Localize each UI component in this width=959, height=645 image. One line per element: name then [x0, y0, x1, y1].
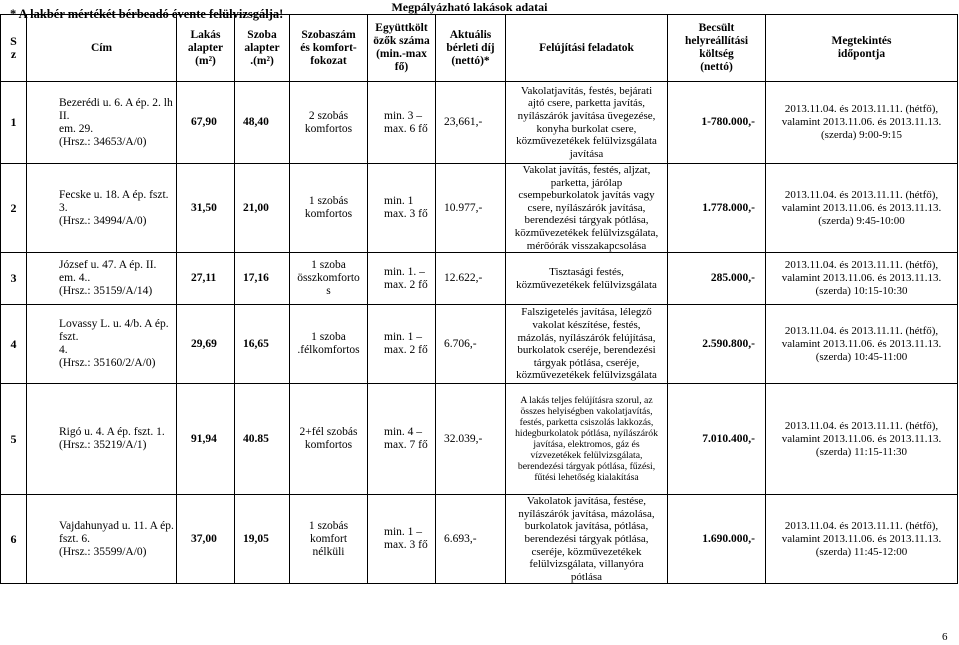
- header-room-area: Szoba alapter .(m²): [235, 15, 290, 82]
- rent-cell: 6.693,-: [436, 495, 506, 584]
- rooms-cell: 1 szobás komfortos: [290, 164, 368, 253]
- table-row: [1, 305, 958, 384]
- address-cell: József u. 47. A ép. II. em. 4.. (Hrsz.: 35159/A/14): [27, 253, 177, 305]
- rooms-cell: 2+fél szobás komfortos: [290, 384, 368, 495]
- rooms-cell: 1 szobás komfort nélküli: [290, 495, 368, 584]
- room-area-cell: 16,65: [235, 305, 290, 384]
- renovation-tasks-cell: Tisztasági festés, közművezetékek felülvizsgálata: [506, 253, 668, 305]
- viewing-time-cell: 2013.11.04. és 2013.11.11. (hétfő), valamint 2013.11.06. és 2013.11.13. (szerda) 11:15-11:30: [766, 384, 958, 495]
- occupants-cell: min. 1 max. 3 fő: [368, 164, 436, 253]
- viewing-time-cell: 2013.11.04. és 2013.11.11. (hétfő), valamint 2013.11.06. és 2013.11.13. (szerda) 11:45-12:00: [766, 495, 958, 584]
- header-sz: S z: [1, 15, 27, 82]
- header-flat-area: Lakás alapter (m²): [177, 15, 235, 82]
- cost-cell: 1-780.000,-: [668, 82, 766, 164]
- header-address: Cím: [27, 15, 177, 82]
- rooms-cell: 2 szobás komfortos: [290, 82, 368, 164]
- note: * A lakbér mértékét bérbeadó évente felülvizsgálja!: [10, 7, 284, 21]
- renovation-tasks-cell: Vakolat javítás, festés, aljzat, parketta, járólap csempeburkolatok javítás vagy csere, nyílászárók javítása, berendezési tárgyak pótlása, közművezetékek felülvizsgálata, mérőórák visszakapcsolása: [506, 164, 668, 253]
- rent-cell: 12.622,-: [436, 253, 506, 305]
- occupants-cell: min. 4 – max. 7 fő: [368, 384, 436, 495]
- table-row: [1, 495, 958, 584]
- address-cell: Bezerédi u. 6. A ép. 2. lh II. em. 29. (Hrsz.: 34653/A/0): [27, 82, 177, 164]
- table-caption: Megpályázható lakások adatai: [391, 0, 548, 14]
- cost-cell: 285.000,-: [668, 253, 766, 305]
- header-work: Felújítási feladatok: [506, 15, 668, 82]
- rooms-cell: 1 szoba .félkomfortos: [290, 305, 368, 384]
- viewing-time-cell: 2013.11.04. és 2013.11.11. (hétfő), valamint 2013.11.06. és 2013.11.13. (szerda) 10:15-10:30: [766, 253, 958, 305]
- flat-area-cell: 29,69: [177, 305, 235, 384]
- address-cell: Lovassy L. u. 4/b. A ép. fszt. 4. (Hrsz.: 35160/2/A/0): [27, 305, 177, 384]
- rent-cell: 23,661,-: [436, 82, 506, 164]
- header-cost: Becsült helyreállítási költség (nettó): [668, 15, 766, 82]
- table-row: [1, 82, 958, 164]
- occupants-cell: min. 3 – max. 6 fő: [368, 82, 436, 164]
- row-number: 3: [1, 253, 27, 305]
- renovation-tasks-cell: Falszigetelés javítása, lélegző vakolat készítése, festés, mázolás, nyílászárók felújítása, burkolatok cseréje, berendezési tárgyak pótlása, cseréje, közművezetékek felülvizsgálata: [506, 305, 668, 384]
- cost-cell: 1.690.000,-: [668, 495, 766, 584]
- rooms-cell: 1 szoba összkomforto s: [290, 253, 368, 305]
- row-number: 4: [1, 305, 27, 384]
- renovation-tasks-cell: Vakolatjavítás, festés, bejárati ajtó csere, parketta javítás, nyílászárók javítása üvegezése, konyha burkolat csere, közművezetékek felülvizsgálata javítása: [506, 82, 668, 164]
- cost-cell: 1.778.000,-: [668, 164, 766, 253]
- room-area-cell: 21,00: [235, 164, 290, 253]
- row-number: 1: [1, 82, 27, 164]
- apartments-table: [0, 14, 958, 584]
- occupants-cell: min. 1 – max. 3 fő: [368, 495, 436, 584]
- table-row: [1, 164, 958, 253]
- address-cell: Rigó u. 4. A ép. fszt. 1. (Hrsz.: 35219/A/1): [27, 384, 177, 495]
- occupants-cell: min. 1. – max. 2 fő: [368, 253, 436, 305]
- address-cell: Vajdahunyad u. 11. A ép. fszt. 6. (Hrsz.: 35599/A/0): [27, 495, 177, 584]
- header-rooms: Szobaszám és komfort- fokozat: [290, 15, 368, 82]
- flat-area-cell: 67,90: [177, 82, 235, 164]
- renovation-tasks-cell: Vakolatok javítása, festése, nyílászárók javítása, mázolása, burkolatok javítása, pótlása, berendezési tárgyak pótlása, cseréje, közművezetékek felülvizsgálata, villanyóra pótlása: [506, 495, 668, 584]
- row-number: 5: [1, 384, 27, 495]
- row-number: 2: [1, 164, 27, 253]
- renovation-tasks-cell: A lakás teljes felújításra szorul, az összes helyiségben vakolatjavítás, festés, parketta csiszolás lakkozás, hidegburkolatok pótlása, nyílászárók javítása, elektromos, gáz és vízvezetékek felülvizsgálata, berendezési tárgyak pótlása, fűzési, fűtési lehetőség kialakítása: [506, 384, 668, 495]
- table-row: [1, 253, 958, 305]
- header-occupants: Együttkölt özők száma (min.-max fő): [368, 15, 436, 82]
- cost-cell: 7.010.400,-: [668, 384, 766, 495]
- room-area-cell: 40.85: [235, 384, 290, 495]
- header-viewing: Megtekintés időpontja: [766, 15, 958, 82]
- header-row: [1, 15, 958, 82]
- rent-cell: 32.039,-: [436, 384, 506, 495]
- header-rent: Aktuális bérleti díj (nettó)*: [436, 15, 506, 82]
- viewing-time-cell: 2013.11.04. és 2013.11.11. (hétfő), valamint 2013.11.06. és 2013.11.13. (szerda) 10:45-11:00: [766, 305, 958, 384]
- cost-cell: 2.590.800,-: [668, 305, 766, 384]
- room-area-cell: 19,05: [235, 495, 290, 584]
- table-row: [1, 384, 958, 495]
- flat-area-cell: 27,11: [177, 253, 235, 305]
- address-cell: Fecske u. 18. A ép. fszt. 3. (Hrsz.: 34994/A/0): [27, 164, 177, 253]
- viewing-time-cell: 2013.11.04. és 2013.11.11. (hétfő), valamint 2013.11.06. és 2013.11.13. (szerda) 9:00-9:15: [766, 82, 958, 164]
- room-area-cell: 48,40: [235, 82, 290, 164]
- row-number: 6: [1, 495, 27, 584]
- rent-cell: 10.977,-: [436, 164, 506, 253]
- rent-cell: 6.706,-: [436, 305, 506, 384]
- viewing-time-cell: 2013.11.04. és 2013.11.11. (hétfő), valamint 2013.11.06. és 2013.11.13. (szerda) 9:45-10:00: [766, 164, 958, 253]
- flat-area-cell: 37,00: [177, 495, 235, 584]
- occupants-cell: min. 1 – max. 2 fő: [368, 305, 436, 384]
- flat-area-cell: 31,50: [177, 164, 235, 253]
- flat-area-cell: 91,94: [177, 384, 235, 495]
- room-area-cell: 17,16: [235, 253, 290, 305]
- page-number: 6: [942, 631, 948, 643]
